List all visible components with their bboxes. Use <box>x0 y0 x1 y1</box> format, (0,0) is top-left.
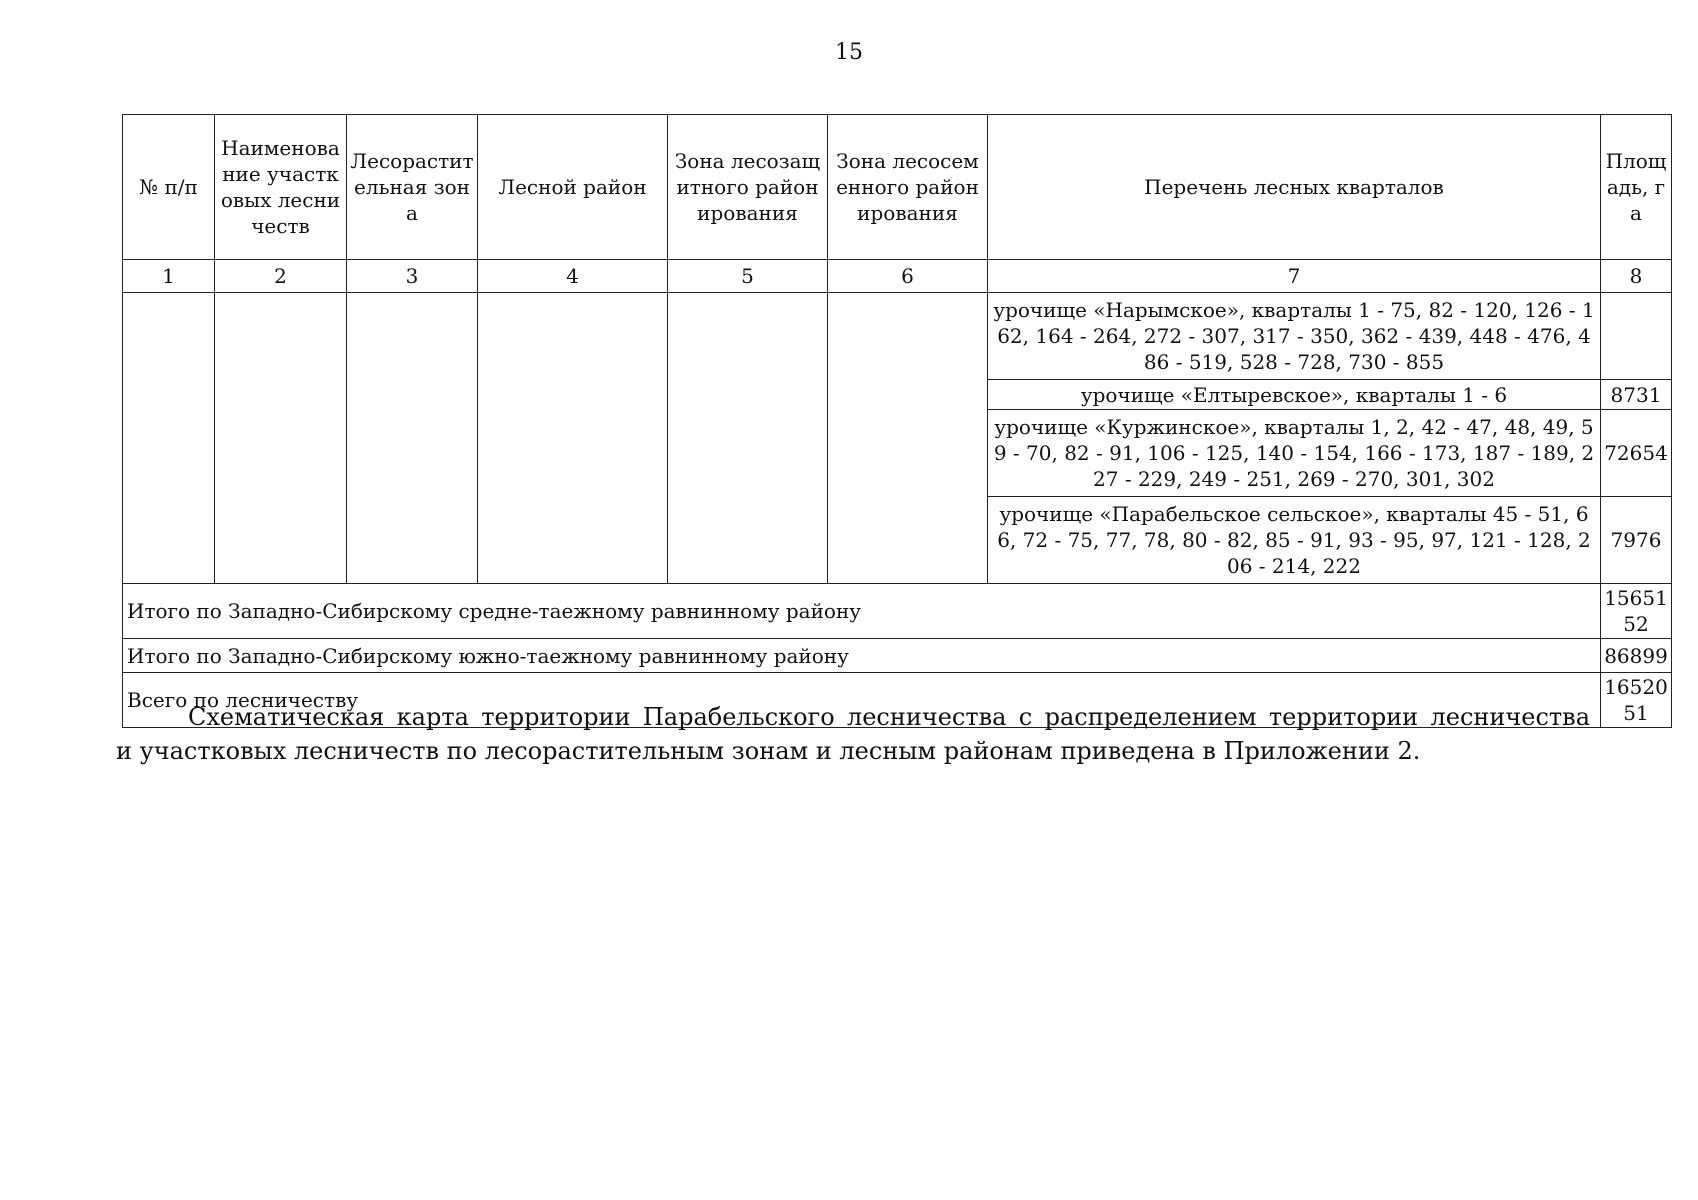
header-number: № п/п <box>123 115 215 260</box>
area-cell <box>1601 293 1672 380</box>
column-number: 7 <box>988 260 1601 293</box>
header-district-name: Наименование участковых лесничеств <box>215 115 347 260</box>
total-value: 86899 <box>1601 639 1672 673</box>
header-area: Площадь, га <box>1601 115 1672 260</box>
total-label: Итого по Западно-Сибирскому южно-таежному равнинному району <box>123 639 1601 673</box>
header-protection-zone: Зона лесозащитного районирования <box>668 115 828 260</box>
column-number: 8 <box>1601 260 1672 293</box>
column-number: 6 <box>828 260 988 293</box>
forest-districts-table <box>122 114 1672 728</box>
area-cell: 8731 <box>1601 380 1672 410</box>
quarters-cell: урочище «Елтыревское», кварталы 1 - 6 <box>988 380 1601 410</box>
column-number-row <box>123 260 1672 293</box>
total-row <box>123 639 1672 673</box>
area-cell: 72654 <box>1601 410 1672 497</box>
header-forest-region: Лесной район <box>478 115 668 260</box>
header-quarters-list: Перечень лесных кварталов <box>988 115 1601 260</box>
header-seed-zone: Зона лесосеменного районирования <box>828 115 988 260</box>
area-cell: 7976 <box>1601 497 1672 584</box>
total-row <box>123 584 1672 639</box>
quarters-cell: урочище «Куржинское», кварталы 1, 2, 42 - 47, 48, 49, 59 - 70, 82 - 91, 106 - 125, 140 - 154, 166 - 173, 187 - 189, 227 - 229, 249 - 251, 269 - 270, 301, 302 <box>988 410 1601 497</box>
paragraph-line: и участковых лесничеств по лесорастительным зонам и лесным районам приведена в Приложении 2. <box>116 737 1421 765</box>
column-number: 2 <box>215 260 347 293</box>
table-header-row <box>123 115 1672 260</box>
appendix-reference-paragraph <box>116 700 1590 768</box>
table-row <box>123 293 1672 380</box>
grand-total-value: 1652051 <box>1601 673 1672 728</box>
empty-cell <box>668 293 828 584</box>
empty-cell <box>828 293 988 584</box>
column-number: 5 <box>668 260 828 293</box>
total-label: Итого по Западно-Сибирскому средне-таежному равнинному району <box>123 584 1601 639</box>
total-value: 1565152 <box>1601 584 1672 639</box>
column-number: 1 <box>123 260 215 293</box>
empty-cell <box>347 293 478 584</box>
column-number: 3 <box>347 260 478 293</box>
column-number: 4 <box>478 260 668 293</box>
empty-cell <box>123 293 215 584</box>
quarters-cell: урочище «Парабельское сельское», кварталы 45 - 51, 66, 72 - 75, 77, 78, 80 - 82, 85 - 91, 93 - 95, 97, 121 - 128, 206 - 214, 222 <box>988 497 1601 584</box>
empty-cell <box>215 293 347 584</box>
header-vegetation-zone: Лесорастительная зона <box>347 115 478 260</box>
grand-total-label: Всего по лесничеству <box>123 673 1601 728</box>
quarters-cell: урочище «Нарымское», кварталы 1 - 75, 82 - 120, 126 - 162, 164 - 264, 272 - 307, 317 - 350, 362 - 439, 448 - 476, 486 - 519, 528 - 728, 730 - 855 <box>988 293 1601 380</box>
paragraph-line: Схематическая карта территории Парабельского лесничества с распределением территории лесничества <box>188 703 1590 731</box>
empty-cell <box>478 293 668 584</box>
page-number: 15 <box>835 40 863 65</box>
